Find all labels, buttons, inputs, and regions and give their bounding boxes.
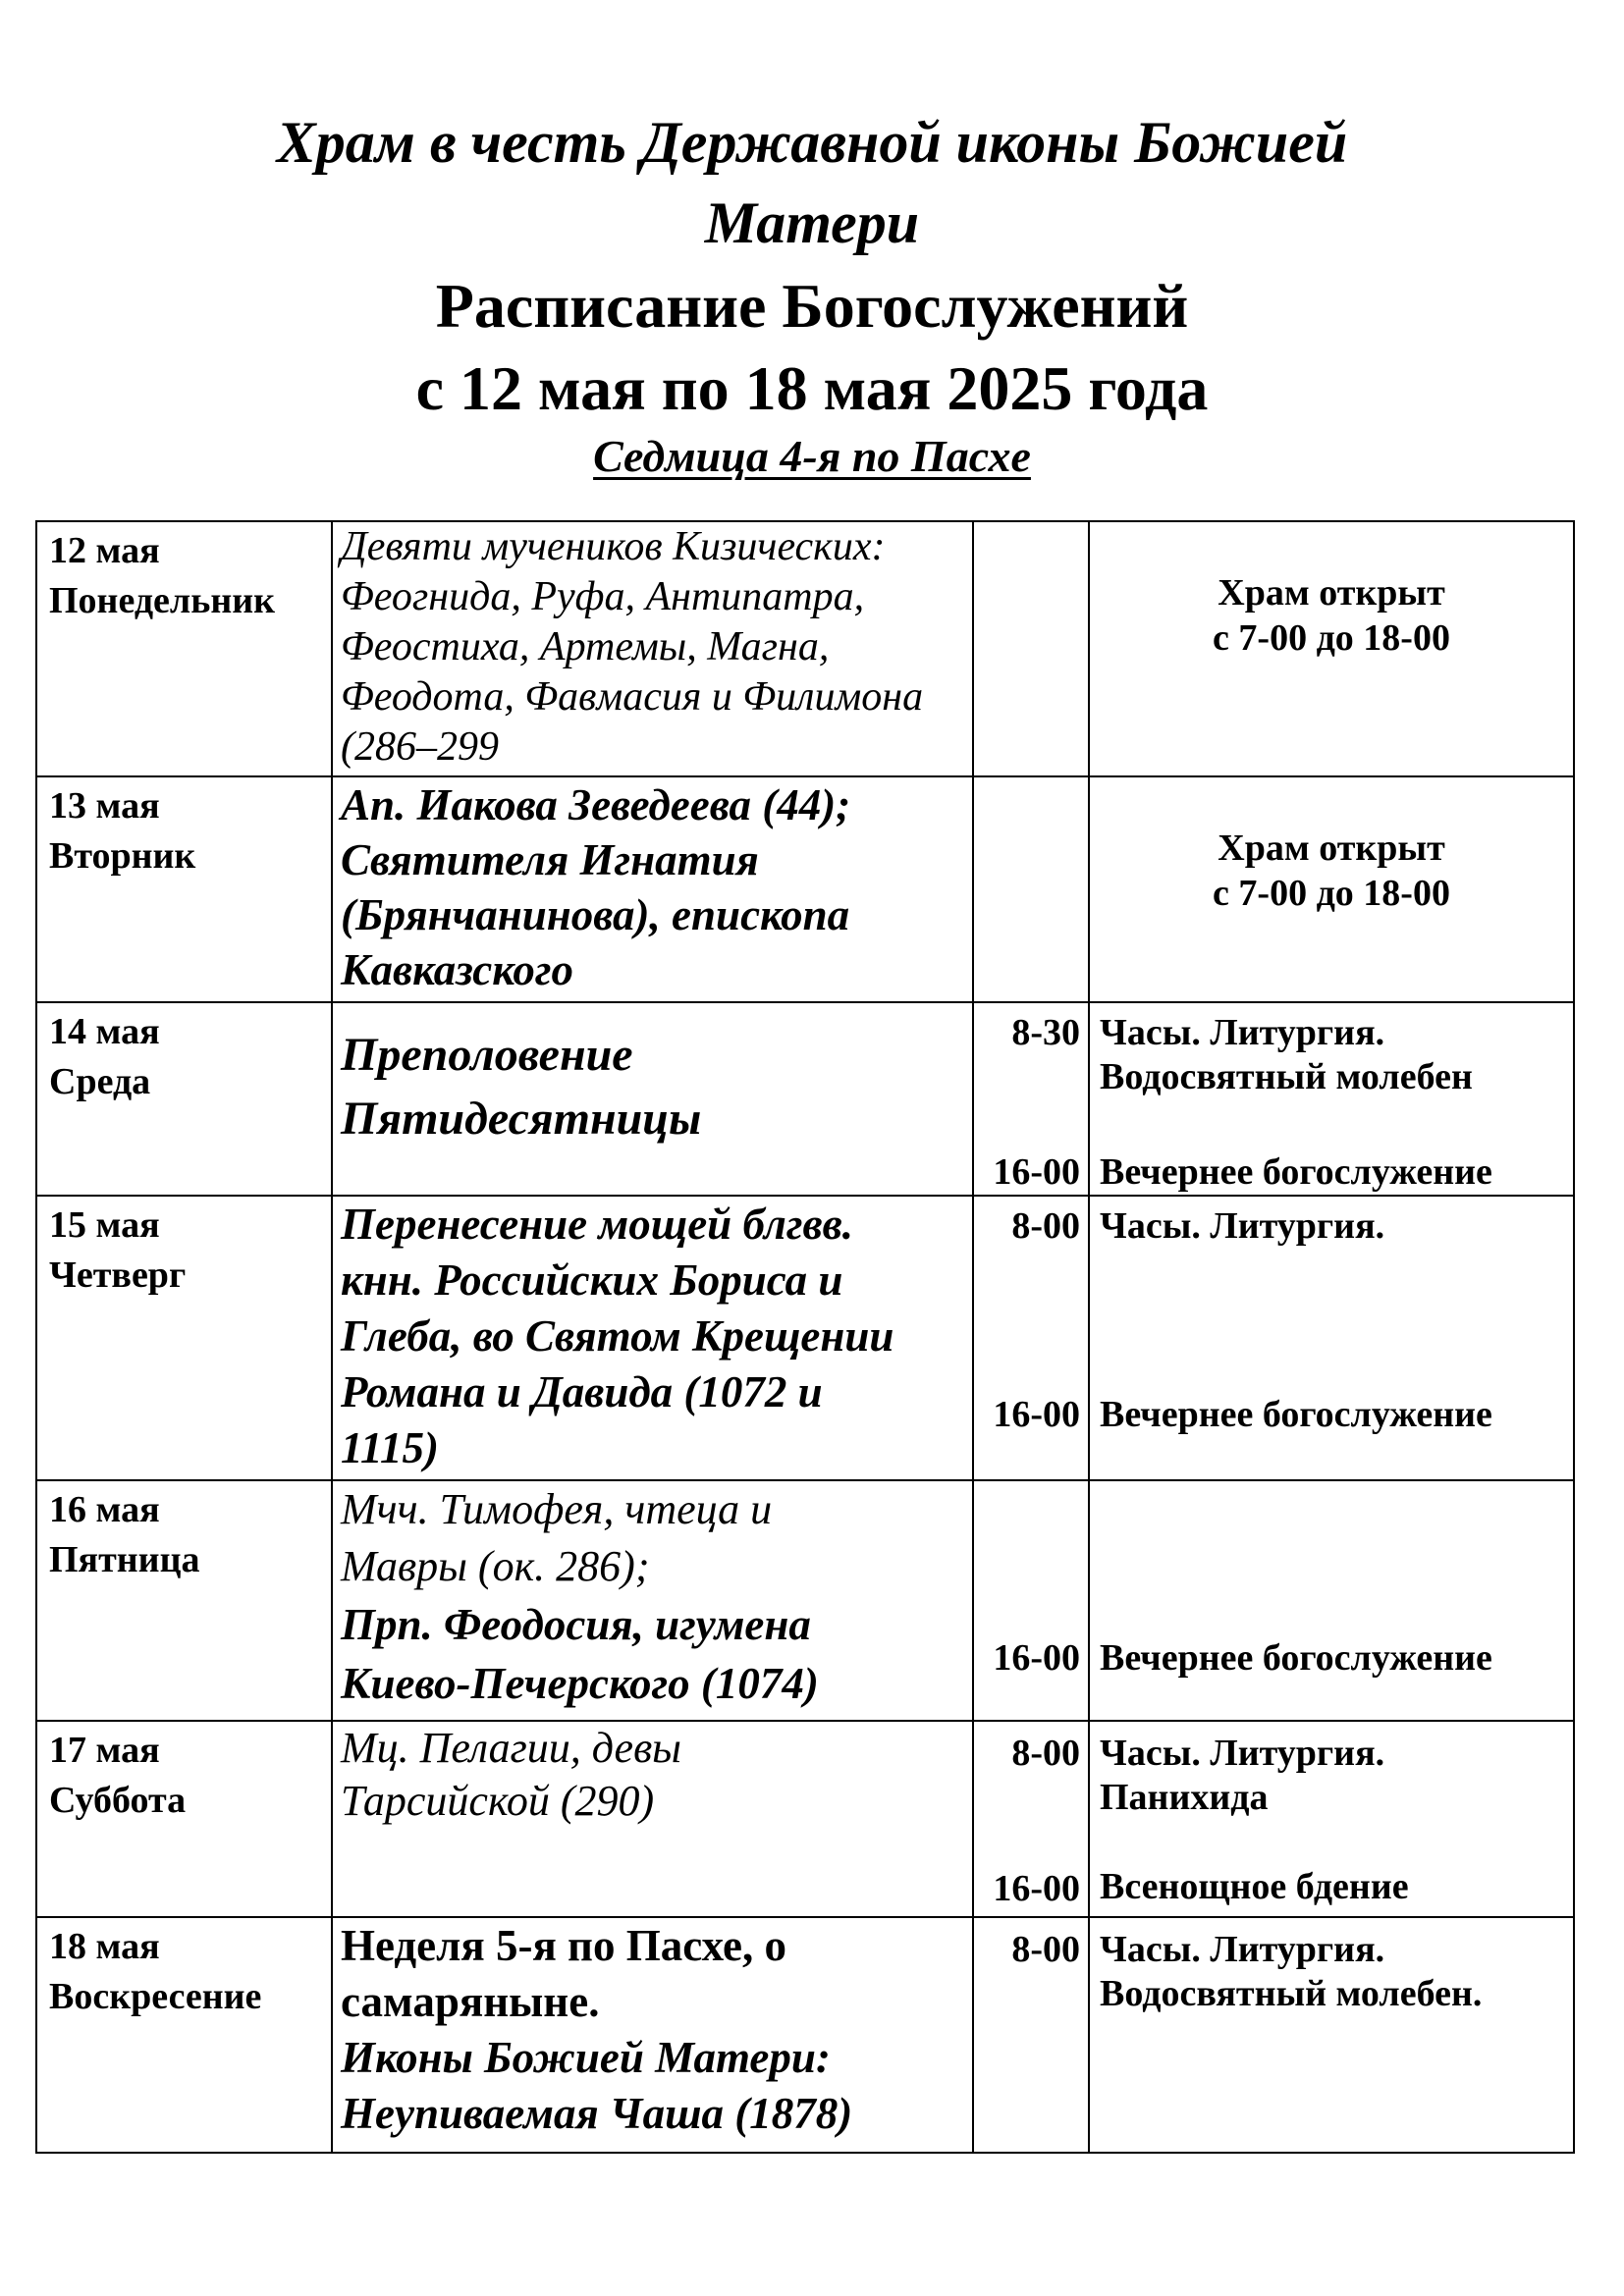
church-open-text: Храм открыт xyxy=(1218,572,1445,614)
schedule-row xyxy=(36,1721,1574,1917)
service-cell xyxy=(1089,1917,1574,2153)
schedule-row xyxy=(36,1480,1574,1721)
service-cell xyxy=(1089,521,1574,776)
feast-line: Преполовение xyxy=(341,1029,633,1081)
feast-line: Кавказского xyxy=(341,945,573,994)
feast-line: Неделя 5-я по Пасхе, о xyxy=(341,1921,786,1970)
feast-cell xyxy=(332,1480,973,1721)
feast-line: Мавры (ок. 286); xyxy=(341,1542,650,1590)
day-date: 16 мая xyxy=(49,1489,160,1530)
day-weekday: Суббота xyxy=(49,1780,187,1821)
service-time: 16-00 xyxy=(993,1868,1080,1909)
day-weekday: Воскресение xyxy=(49,1976,262,2017)
day-cell xyxy=(36,1196,332,1480)
feast-line: (Брянчанинова), епископа xyxy=(341,890,850,939)
feast-line: 1115) xyxy=(341,1423,440,1472)
feast-line: Тарсийской (290) xyxy=(341,1777,655,1825)
service-name: Панихида xyxy=(1100,1777,1269,1818)
time-cell xyxy=(973,1480,1089,1721)
service-cell xyxy=(1089,776,1574,1002)
service-time: 8-00 xyxy=(1011,1929,1080,1970)
feast-line: (286–299 xyxy=(341,724,499,770)
schedule-row xyxy=(36,776,1574,1002)
service-name: Водосвятный молебен. xyxy=(1100,1973,1483,2014)
day-weekday: Среда xyxy=(49,1061,151,1102)
time-cell xyxy=(973,1196,1089,1480)
feast-line: Святителя Игнатия xyxy=(341,835,759,884)
church-open-text: Храм открыт xyxy=(1218,828,1445,869)
schedule-title: Расписание Богослужений xyxy=(435,271,1189,341)
feast-cell xyxy=(332,1196,973,1480)
feast-line: Ап. Иакова Зеведеева (44); xyxy=(341,780,851,829)
time-cell xyxy=(973,1917,1089,2153)
day-date: 17 мая xyxy=(49,1730,160,1771)
time-cell xyxy=(973,521,1089,776)
day-weekday: Пятница xyxy=(49,1539,200,1580)
day-date: 13 мая xyxy=(49,785,160,827)
day-weekday: Вторник xyxy=(49,835,196,877)
week-name: Седмица 4-я по Пасхе xyxy=(593,431,1031,481)
day-weekday: Четверг xyxy=(49,1255,187,1296)
service-time: 16-00 xyxy=(993,1151,1080,1193)
feast-cell xyxy=(332,1917,973,2153)
schedule-row xyxy=(36,1196,1574,1480)
feast-line: Неупиваемая Чаша (1878) xyxy=(341,2089,853,2138)
feast-line: Мчч. Тимофея, чтеца и xyxy=(341,1485,773,1533)
feast-line: Прп. Феодосия, игумена xyxy=(341,1600,811,1649)
church-title-line1: Храм в честь Державной иконы Божией xyxy=(276,110,1348,175)
feast-line: самаряныне. xyxy=(341,1977,600,2026)
feast-line: Романа и Давида (1072 и xyxy=(341,1367,823,1416)
service-cell xyxy=(1089,1002,1574,1196)
service-time: 16-00 xyxy=(993,1637,1080,1679)
schedule-row xyxy=(36,1002,1574,1196)
feast-line: кнн. Российских Бориса и xyxy=(341,1255,843,1305)
time-cell xyxy=(973,1002,1089,1196)
service-time: 8-00 xyxy=(1011,1733,1080,1774)
service-time: 16-00 xyxy=(993,1394,1080,1435)
schedule-row xyxy=(36,1917,1574,2153)
service-cell xyxy=(1089,1196,1574,1480)
day-cell xyxy=(36,1721,332,1917)
date-range: с 12 мая по 18 мая 2025 года xyxy=(415,353,1209,423)
service-cell xyxy=(1089,1721,1574,1917)
day-cell xyxy=(36,521,332,776)
feast-line: Киево-Печерского (1074) xyxy=(341,1659,819,1708)
day-cell xyxy=(36,776,332,1002)
schedule-table xyxy=(35,520,1575,2154)
service-name: Часы. Литургия. xyxy=(1100,1012,1385,1053)
feast-line: Девяти мучеников Кизических: xyxy=(341,524,886,569)
service-name: Часы. Литургия. xyxy=(1100,1205,1385,1247)
service-name: Часы. Литургия. xyxy=(1100,1929,1385,1970)
service-name: Вечернее богослужение xyxy=(1100,1394,1492,1435)
day-date: 18 мая xyxy=(49,1926,160,1967)
feast-line: Иконы Божией Матери: xyxy=(341,2033,831,2082)
feast-line: Пятидесятницы xyxy=(341,1093,702,1145)
service-cell xyxy=(1089,1480,1574,1721)
feast-line: Феостиха, Артемы, Магна, xyxy=(341,624,830,669)
service-name: Водосвятный молебен xyxy=(1100,1056,1473,1097)
feast-cell xyxy=(332,521,973,776)
feast-cell xyxy=(332,1002,973,1196)
feast-line: Глеба, во Святом Крещении xyxy=(341,1311,894,1361)
service-time: 8-30 xyxy=(1011,1012,1080,1053)
day-cell xyxy=(36,1917,332,2153)
feast-cell xyxy=(332,776,973,1002)
service-time: 8-00 xyxy=(1011,1205,1080,1247)
church-open-hours: с 7-00 до 18-00 xyxy=(1213,617,1450,659)
feast-line: Мц. Пелагии, девы xyxy=(341,1724,681,1772)
schedule-row xyxy=(36,521,1574,776)
day-date: 15 мая xyxy=(49,1204,160,1246)
time-cell xyxy=(973,1721,1089,1917)
feast-line: Феогнида, Руфа, Антипатра, xyxy=(341,574,865,619)
church-title-line2: Матери xyxy=(704,190,920,255)
feast-line: Феодота, Фавмасия и Филимона xyxy=(341,674,924,720)
day-date: 14 мая xyxy=(49,1011,160,1052)
day-cell xyxy=(36,1002,332,1196)
feast-line: Перенесение мощей блгвв. xyxy=(341,1200,853,1249)
service-name: Всенощное бдение xyxy=(1100,1866,1409,1907)
day-date: 12 мая xyxy=(49,530,160,571)
day-cell xyxy=(36,1480,332,1721)
service-name: Вечернее богослужение xyxy=(1100,1151,1492,1193)
church-open-hours: с 7-00 до 18-00 xyxy=(1213,873,1450,914)
service-name: Вечернее богослужение xyxy=(1100,1637,1492,1679)
time-cell xyxy=(973,776,1089,1002)
service-name: Часы. Литургия. xyxy=(1100,1733,1385,1774)
day-weekday: Понедельник xyxy=(49,580,276,621)
feast-cell xyxy=(332,1721,973,1917)
